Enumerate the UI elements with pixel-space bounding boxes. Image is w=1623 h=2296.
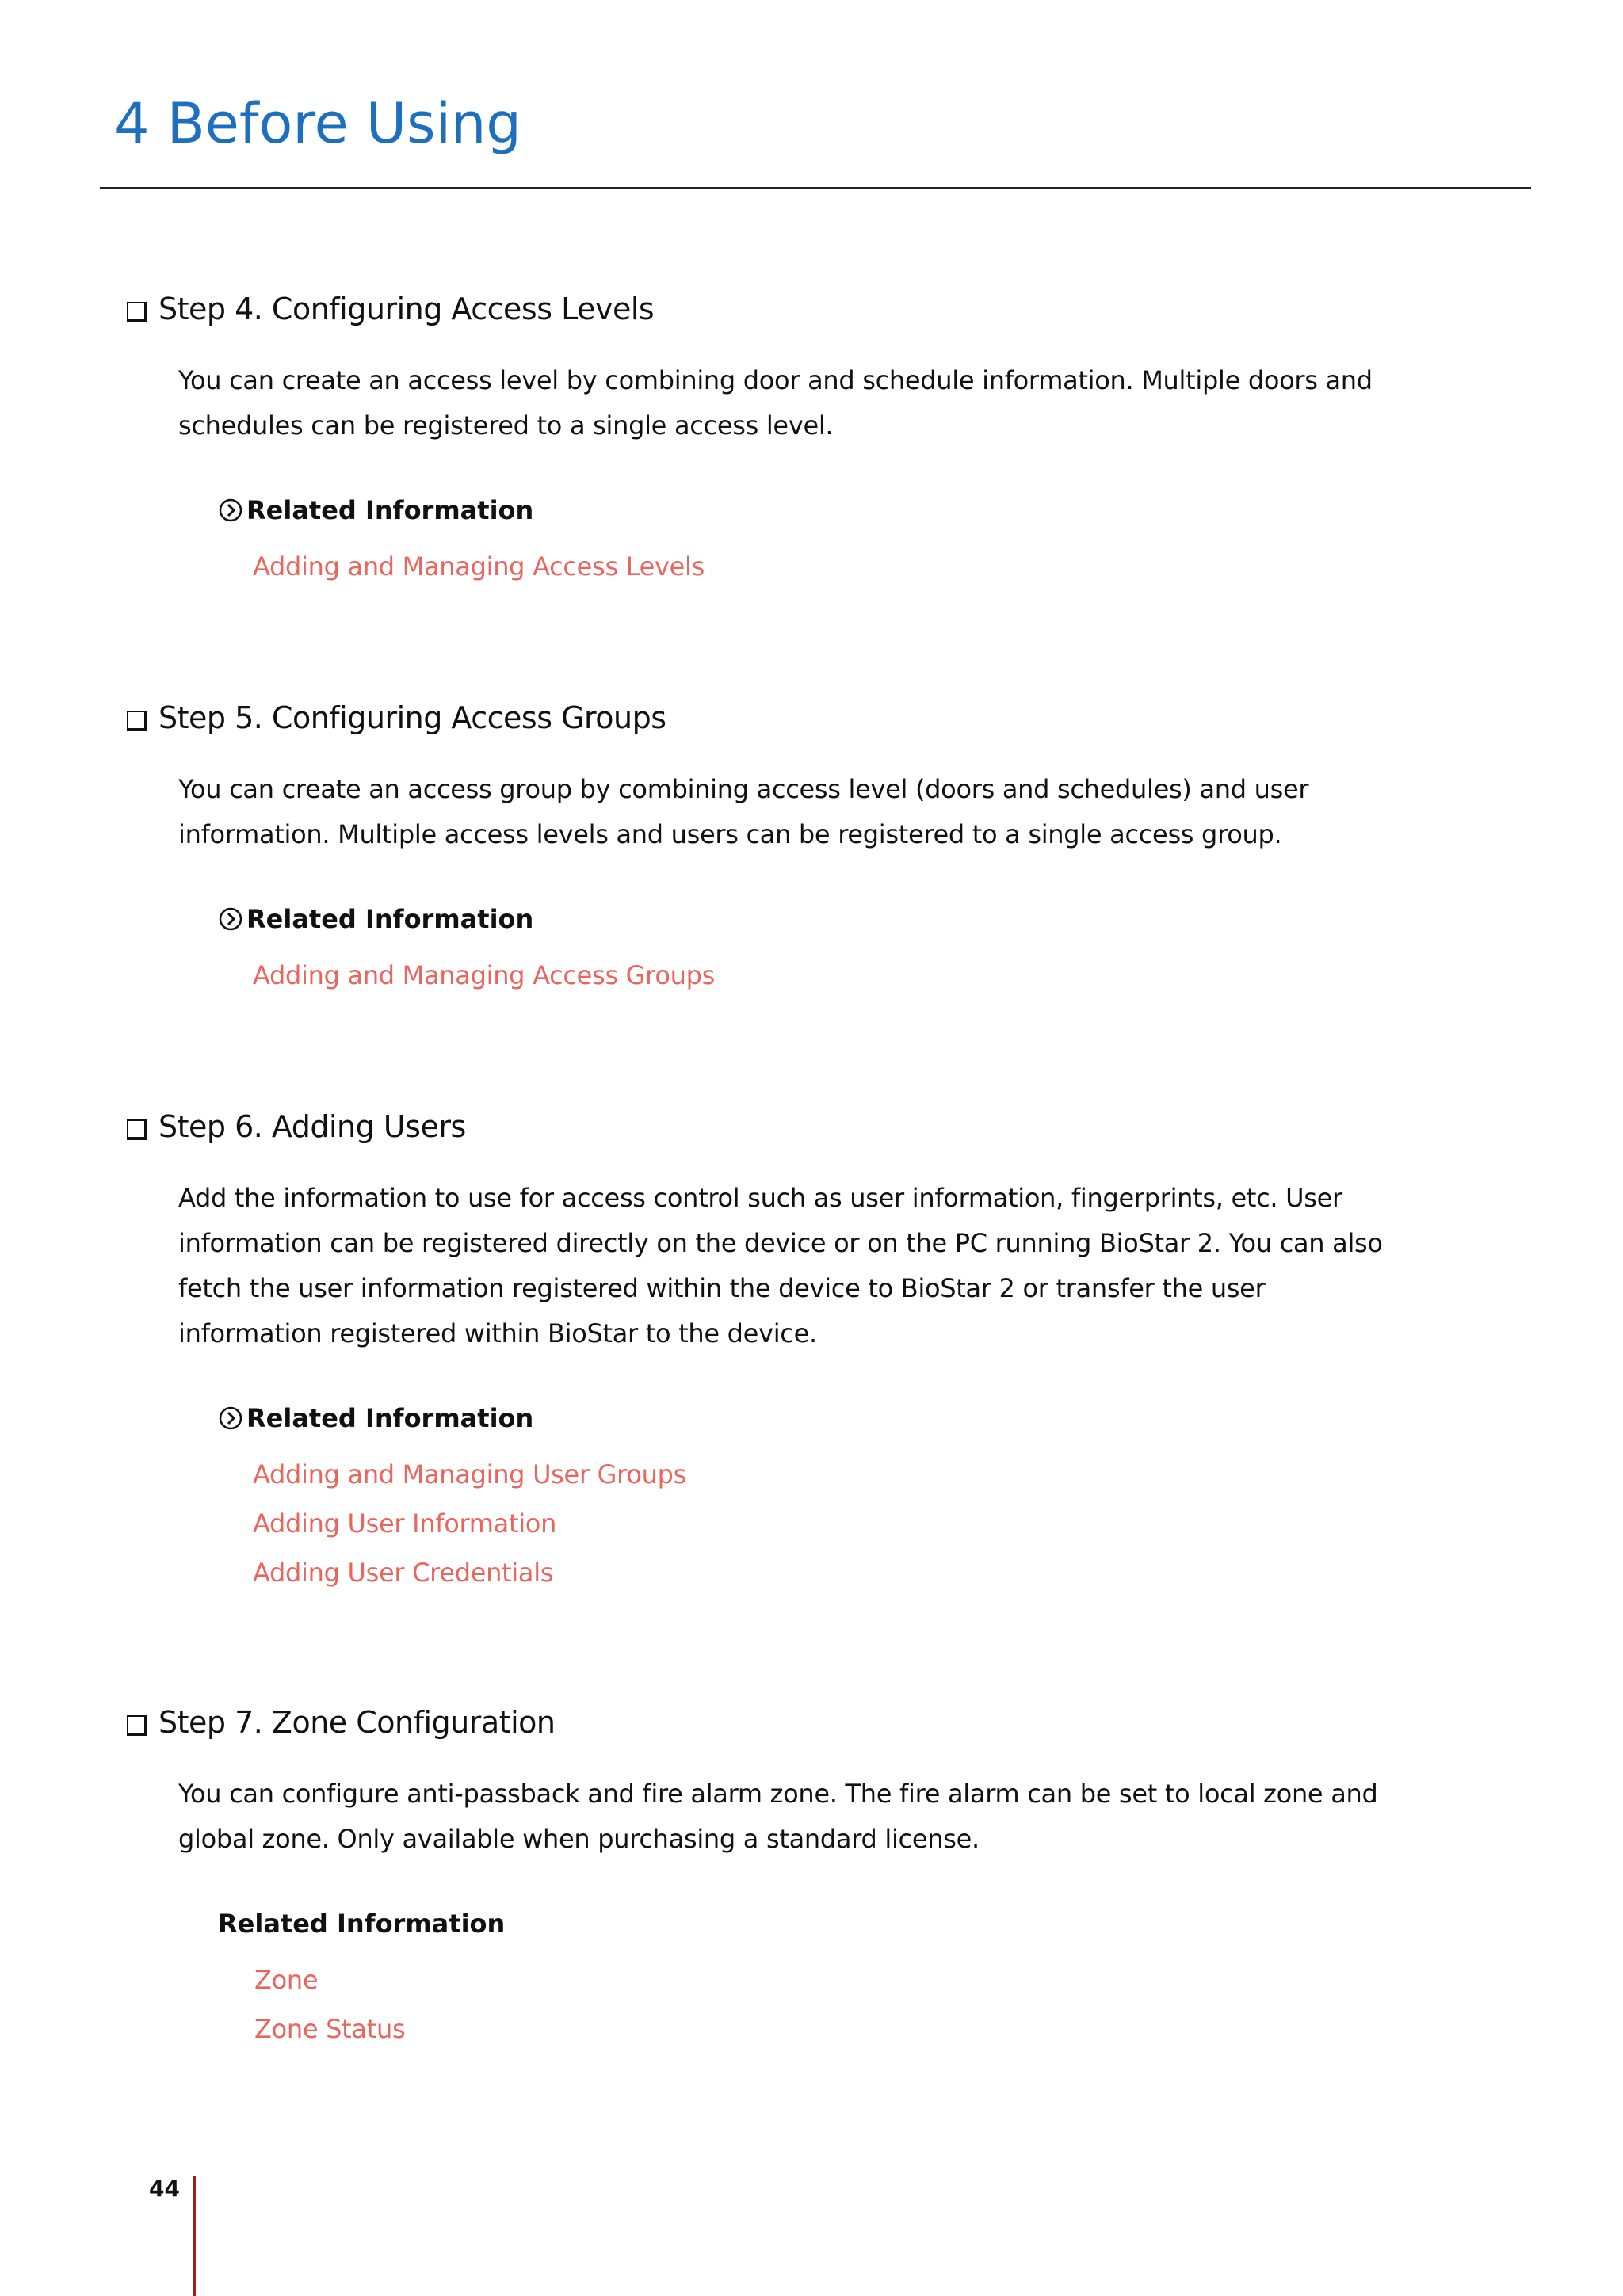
related-links bbox=[254, 1955, 1426, 2054]
page-number: 44 bbox=[149, 2176, 180, 2202]
related-link[interactable]: Zone bbox=[254, 1965, 319, 1995]
related-heading-text: Related Information bbox=[246, 904, 534, 934]
related-heading-text: Related Information bbox=[218, 1909, 506, 1939]
step-heading bbox=[127, 1702, 1426, 1743]
step-5-section bbox=[127, 697, 1426, 1000]
step-heading-text: Step 5. Configuring Access Groups bbox=[158, 700, 666, 735]
related-heading bbox=[218, 494, 1426, 526]
related-link[interactable]: Adding and Managing Access Groups bbox=[253, 960, 715, 990]
related-links bbox=[253, 951, 1426, 1000]
related-heading-text: Related Information bbox=[246, 1403, 534, 1433]
related-links bbox=[253, 542, 1426, 591]
step-description: You can configure anti-passback and fire alarm zone. The fire alarm can be set to local zone and global zone. Only available when purchasing a standard license. bbox=[178, 1779, 1378, 1854]
related-information bbox=[218, 903, 1426, 1000]
step-heading bbox=[127, 288, 1426, 330]
related-link[interactable]: Adding User Credentials bbox=[253, 1558, 554, 1588]
related-link[interactable]: Zone Status bbox=[254, 2014, 406, 2044]
related-links bbox=[253, 1450, 1426, 1597]
step-heading bbox=[127, 697, 1426, 738]
step-description: You can create an access level by combining door and schedule information. Multiple doors and schedules can be registered to a single access level. bbox=[178, 365, 1373, 441]
step-4-section bbox=[127, 288, 1426, 591]
related-heading bbox=[218, 1908, 1426, 1939]
step-heading-text: Step 4. Configuring Access Levels bbox=[158, 292, 655, 326]
page-margin-rule bbox=[193, 2176, 196, 2296]
related-link[interactable]: Adding and Managing User Groups bbox=[253, 1459, 686, 1489]
step-heading bbox=[127, 1106, 1426, 1147]
related-heading bbox=[218, 1402, 1426, 1434]
step-description: Add the information to use for access control such as user information, fingerprints, etc. User information can be registered directly on the device or on the PC running BioStar 2. You can also fetch the user information registered within the device to BioStar 2 or transfer the user information registered within BioStar to the device. bbox=[178, 1183, 1383, 1348]
related-information bbox=[218, 1908, 1426, 2054]
checkbox-icon bbox=[127, 302, 147, 322]
related-heading-text: Related Information bbox=[246, 495, 534, 525]
checkbox-icon bbox=[127, 711, 147, 731]
step-heading-text: Step 6. Adding Users bbox=[158, 1109, 466, 1144]
checkbox-icon bbox=[127, 1715, 147, 1736]
checkbox-icon bbox=[127, 1119, 147, 1140]
step-description: You can create an access group by combining access level (doors and schedules) and user information. Multiple access levels and users can be registered to a single access group. bbox=[178, 774, 1309, 849]
related-link[interactable]: Adding and Managing Access Levels bbox=[253, 551, 705, 582]
circle-arrow-right-icon bbox=[218, 1405, 243, 1431]
related-information bbox=[218, 1402, 1426, 1597]
step-heading-text: Step 7. Zone Configuration bbox=[158, 1705, 556, 1740]
step-7-section bbox=[127, 1702, 1426, 2054]
related-information bbox=[218, 494, 1426, 591]
step-6-section bbox=[127, 1106, 1426, 1597]
circle-arrow-right-icon bbox=[218, 498, 243, 523]
related-heading bbox=[218, 903, 1426, 935]
circle-arrow-right-icon bbox=[218, 906, 243, 932]
chapter-title: 4 Before Using bbox=[114, 91, 521, 156]
title-divider bbox=[100, 187, 1531, 189]
related-link[interactable]: Adding User Information bbox=[253, 1508, 557, 1539]
